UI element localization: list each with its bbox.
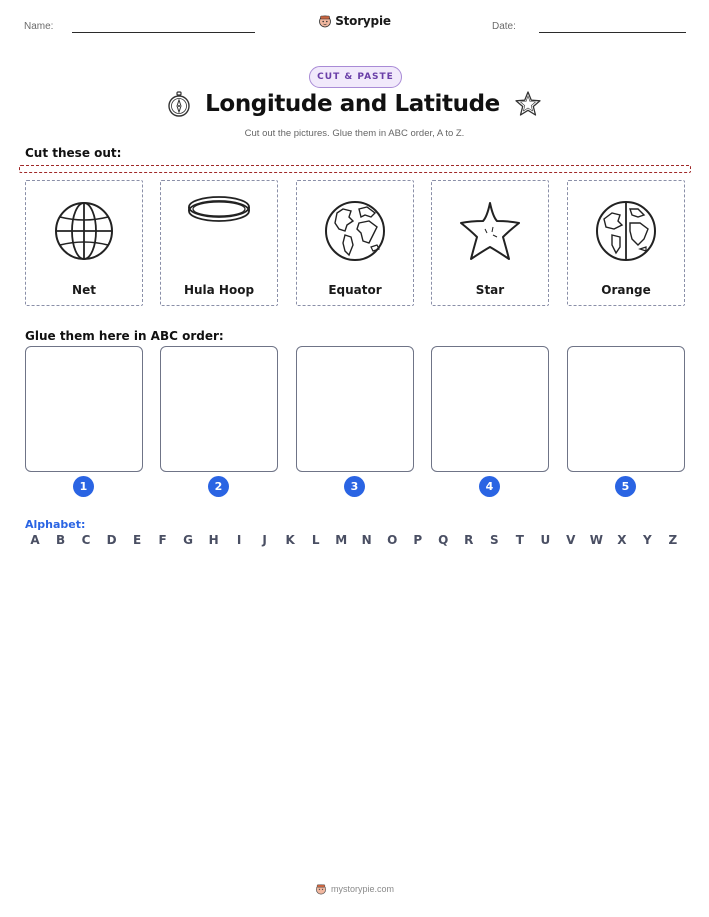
- cut-card-hula-hoop[interactable]: [160, 180, 278, 306]
- alphabet-letter: D: [106, 533, 117, 547]
- title-row: [0, 90, 709, 118]
- instructions: Cut out the pictures. Glue them in ABC order, A to Z.: [244, 128, 465, 139]
- alphabet-letter: P: [413, 533, 423, 547]
- cut-card-net[interactable]: [25, 180, 143, 306]
- alphabet-letter: Y: [643, 533, 652, 547]
- cut-card-star[interactable]: [431, 180, 549, 306]
- title-star-icon: [514, 90, 542, 118]
- cut-section-label: Cut these out:: [25, 146, 122, 160]
- glue-box-1[interactable]: [25, 346, 143, 472]
- alphabet-letter: M: [335, 533, 348, 547]
- date-label: Date:: [492, 21, 516, 32]
- orange-globe-icon: [594, 199, 658, 263]
- alphabet-letter: R: [464, 533, 474, 547]
- alphabet-letter: I: [236, 533, 242, 547]
- glue-box-3[interactable]: [296, 346, 414, 472]
- alphabet-letter: C: [81, 533, 91, 547]
- storypie-mascot-icon: [315, 883, 327, 895]
- brand-name: Storypie: [335, 14, 391, 28]
- hula-hoop-icon: [187, 193, 251, 227]
- name-label: Name:: [24, 21, 54, 32]
- date-line: [539, 32, 686, 33]
- alphabet-letter: L: [311, 533, 320, 547]
- alphabet-letter: Z: [668, 533, 678, 547]
- cut-card-equator[interactable]: [296, 180, 414, 306]
- star-icon: [457, 199, 523, 263]
- alphabet-row: [28, 533, 680, 547]
- cut-card-label: Hula Hoop: [183, 283, 255, 297]
- compass-icon: [167, 91, 191, 117]
- alphabet-letter: Q: [438, 533, 449, 547]
- alphabet-label: Alphabet:: [25, 518, 86, 531]
- alphabet-letter: B: [55, 533, 66, 547]
- alphabet-letter: J: [262, 533, 267, 547]
- alphabet-letter: W: [589, 533, 603, 547]
- alphabet-letter: F: [158, 533, 167, 547]
- footer: [0, 880, 709, 899]
- number-badge-5: 5: [615, 476, 636, 497]
- storypie-mascot-icon: [318, 14, 332, 28]
- name-line: [72, 32, 255, 33]
- number-badge-4: 4: [479, 476, 500, 497]
- alphabet-letter: A: [30, 533, 40, 547]
- glue-box-4[interactable]: [431, 346, 549, 472]
- number-badge-1: 1: [73, 476, 94, 497]
- cut-card-orange[interactable]: [567, 180, 685, 306]
- alphabet-letter: S: [489, 533, 499, 547]
- page-title: Longitude and Latitude: [205, 91, 500, 117]
- cut-card-label: Orange: [601, 283, 651, 297]
- cut-paste-badge: CUT & PASTE: [309, 66, 402, 88]
- alphabet-letter: O: [387, 533, 398, 547]
- glue-box-5[interactable]: [567, 346, 685, 472]
- alphabet-letter: K: [285, 533, 295, 547]
- number-badge-2: 2: [208, 476, 229, 497]
- globe-grid-icon: [53, 200, 115, 262]
- cut-card-label: Equator: [328, 283, 382, 297]
- cut-card-label: Net: [72, 283, 96, 297]
- number-badge-3: 3: [344, 476, 365, 497]
- alphabet-letter: E: [132, 533, 142, 547]
- alphabet-letter: V: [566, 533, 576, 547]
- alphabet-letter: T: [515, 533, 524, 547]
- earth-globe-icon: [323, 199, 387, 263]
- alphabet-letter: G: [183, 533, 194, 547]
- glue-section-label: Glue them here in ABC order:: [25, 329, 224, 343]
- cut-card-label: Star: [475, 283, 505, 297]
- brand-logo: [0, 13, 709, 32]
- alphabet-letter: X: [617, 533, 627, 547]
- glue-box-2[interactable]: [160, 346, 278, 472]
- alphabet-letter: N: [361, 533, 372, 547]
- alphabet-letter: U: [540, 533, 551, 547]
- alphabet-letter: H: [208, 533, 219, 547]
- footer-url[interactable]: mystorypie.com: [330, 884, 394, 894]
- cut-line: [19, 165, 691, 173]
